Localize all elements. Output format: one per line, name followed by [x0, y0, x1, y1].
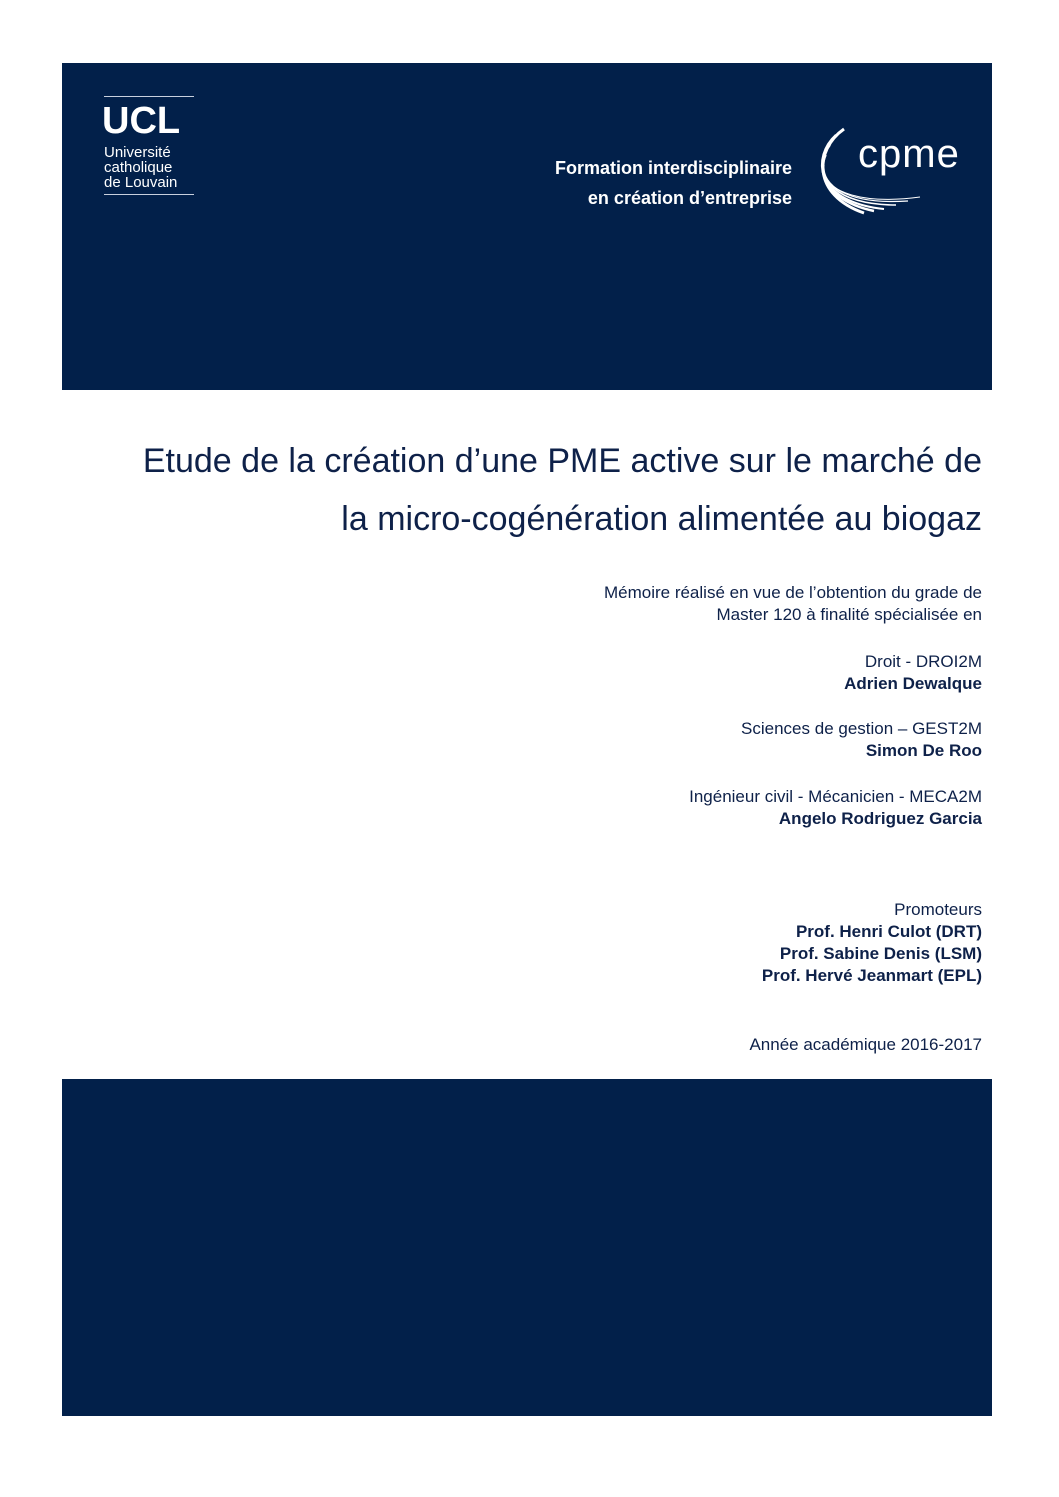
ucl-logo	[104, 96, 194, 195]
student-block-3	[689, 786, 982, 830]
header-band	[62, 63, 992, 390]
footer-band	[62, 1079, 992, 1416]
student-name: Simon De Roo	[865, 741, 982, 760]
promoteur-name: Prof. Henri Culot (DRT)	[795, 922, 982, 941]
student-program: Droit - DROI2M	[864, 652, 982, 671]
promoteur-name: Prof. Sabine Denis (LSM)	[779, 944, 982, 963]
formation-line-2: en création d’entreprise	[587, 188, 792, 208]
formation-heading	[555, 153, 792, 213]
ucl-logo-name	[104, 145, 194, 194]
document-title	[143, 432, 982, 548]
student-program: Ingénieur civil - Mécanicien - MECA2M	[689, 787, 982, 806]
promoteurs-label: Promoteurs	[894, 900, 982, 919]
student-block-1	[844, 651, 982, 695]
memoire-line-2: Master 120 à finalité spécialisée en	[716, 605, 982, 624]
memoire-statement	[604, 582, 982, 626]
title-line-1: Etude de la création d’une PME active sur le marché de	[142, 442, 982, 480]
formation-line-1: Formation interdisciplinaire	[554, 158, 792, 178]
ucl-name-line-2: catholique	[104, 159, 173, 176]
promoteurs-block	[762, 899, 982, 987]
academic-year: Année académique 2016-2017	[749, 1035, 982, 1054]
ucl-logo-mark: UCL	[102, 100, 181, 142]
logo-rule-bottom	[104, 194, 194, 195]
title-line-2: la micro-cogénération alimentée au biogaz	[341, 500, 982, 538]
promoteur-name: Prof. Hervé Jeanmart (EPL)	[761, 966, 982, 985]
ucl-name-line-1: Université	[104, 144, 171, 161]
ucl-name-line-3: de Louvain	[104, 174, 178, 191]
student-block-2	[741, 718, 982, 762]
cpme-logo-text: cpme	[858, 132, 960, 176]
student-program: Sciences de gestion – GEST2M	[741, 719, 982, 738]
memoire-line-1: Mémoire réalisé en vue de l’obtention du grade de	[603, 583, 982, 602]
student-name: Angelo Rodriguez Garcia	[778, 809, 982, 828]
student-name: Adrien Dewalque	[844, 674, 982, 693]
logo-rule-top	[104, 96, 194, 97]
